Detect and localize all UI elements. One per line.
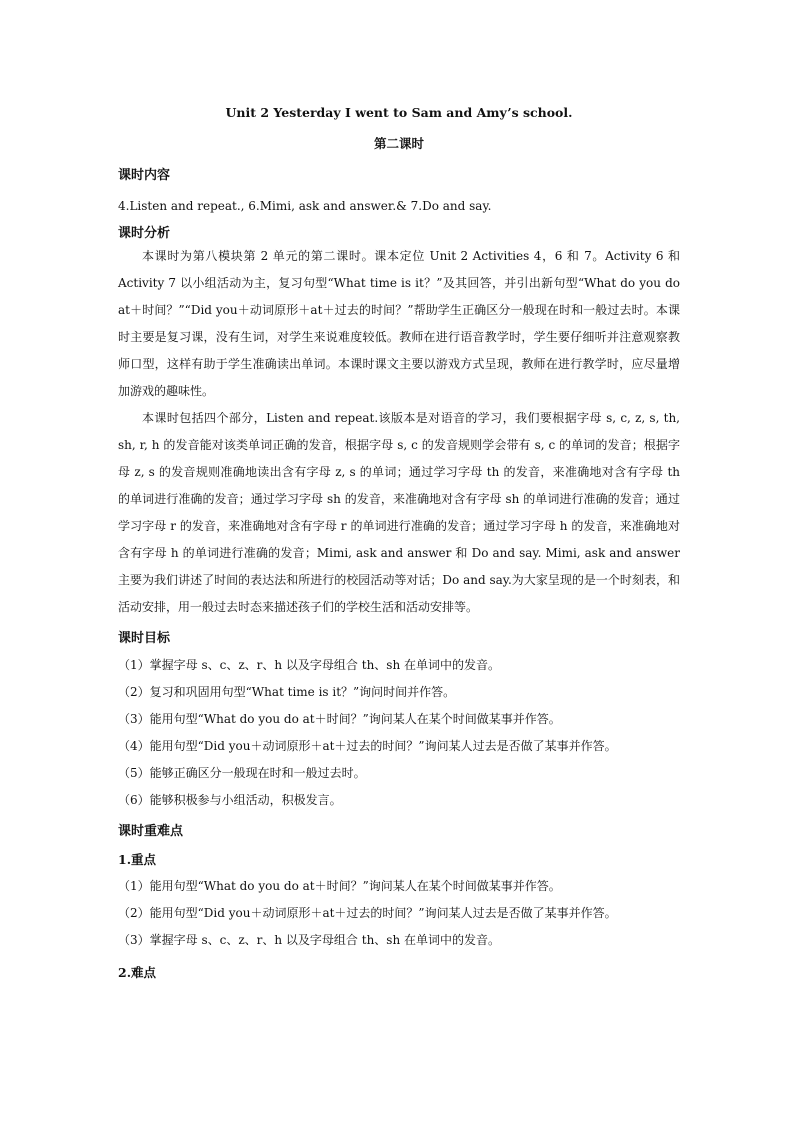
focus-list [118,873,680,954]
goals-list [118,652,680,814]
focus-heading: 1.重点 [118,852,157,867]
content-text: 4.Listen and repeat., 6.Mimi, ask and answer.& 7.Do and say. [118,199,492,213]
list-item: （3）能用句型“What do you do at＋时间？”询问某人在某个时间做某事并作答。 [118,712,561,726]
section-heading-content: 课时内容 [118,168,171,183]
analysis-paragraph-2: 本课时包括四个部分，Listen and repeat.该版本是对语音的学习，我们要根据字母 s, c, z, s, th, sh, r, h 的发音能对该类单词正确的发音，根据字母 s, c 的发音规则学会带有 s, c 的单词的发音；根据字母 z, s 的发音规则准确地读出含有字母 z, s 的单词；通过学习字母 th 的发音，来准确地对含有字母 th 的单词进行准确的发音；通过学习字母 sh 的发音，来准确地对含有字母 sh 的单词进行准确的发音；通过学习字母 r 的发音，来准确地对含有字母 r 的单词进行准确的发音；通过学习字母 h 的发音，来准确地对含有字母 h 的单词进行准确的发音；Mimi, ask and answer 和 Do and say. Mimi, ask and answer 主要为我们讲述了时间的表达法和所进行的校园活动等对话；Do and say.为大家呈现的是一个时刻表，和活动安排，用一般过去时态来描述孩子们的学校生活和活动安排等。 [118,411,680,614]
list-item: （1）掌握字母 s、c、z、r、h 以及字母组合 th、sh 在单词中的发音。 [118,658,500,672]
section-heading-goals: 课时目标 [118,631,171,646]
section-heading-keypoints: 课时重难点 [118,824,184,839]
list-item: （4）能用句型“Did you＋动词原形＋at＋过去的时间？”询问某人过去是否做了某事并作答。 [118,739,617,753]
list-item: （2）能用句型“Did you＋动词原形＋at＋过去的时间？”询问某人过去是否做了某事并作答。 [118,906,617,920]
difficulty-heading: 2.难点 [118,965,157,980]
list-item: （6）能够积极参与小组活动，积极发言。 [118,793,342,807]
list-item: （1）能用句型“What do you do at＋时间？”询问某人在某个时间做某事并作答。 [118,879,561,893]
list-item: （3）掌握字母 s、c、z、r、h 以及字母组合 th、sh 在单词中的发音。 [118,933,500,947]
list-item: （5）能够正确区分一般现在时和一般过去时。 [118,766,366,780]
section-heading-analysis: 课时分析 [118,226,171,241]
document-subtitle: 第二课时 [373,136,424,151]
analysis-paragraph-1: 本课时为第八模块第 2 单元的第二课时。课本定位 Unit 2 Activities 4，6 和 7。Activity 6 和 Activity 7 以小组活动为主，复习句型“What time is it？”及其回答，并引出新句型“What do you do at＋时间？”“Did you＋动词原形＋at＋过去的时间？”帮助学生正确区分一般现在时和一般过去时。本课时主要是复习课，没有生词，对学生来说难度较低。教师在进行语音教学时，学生要仔细听并注意观察教师口型，这样有助于学生准确读出单词。本课时课文主要以游戏方式呈现，教师在进行教学时，应尽量增加游戏的趣味性。 [118,249,680,398]
document-body [118,104,680,982]
list-item: （2）复习和巩固用句型“What time is it？”询问时间并作答。 [118,685,456,699]
document-title: Unit 2 Yesterday I went to Sam and Amy’s school. [225,105,573,120]
